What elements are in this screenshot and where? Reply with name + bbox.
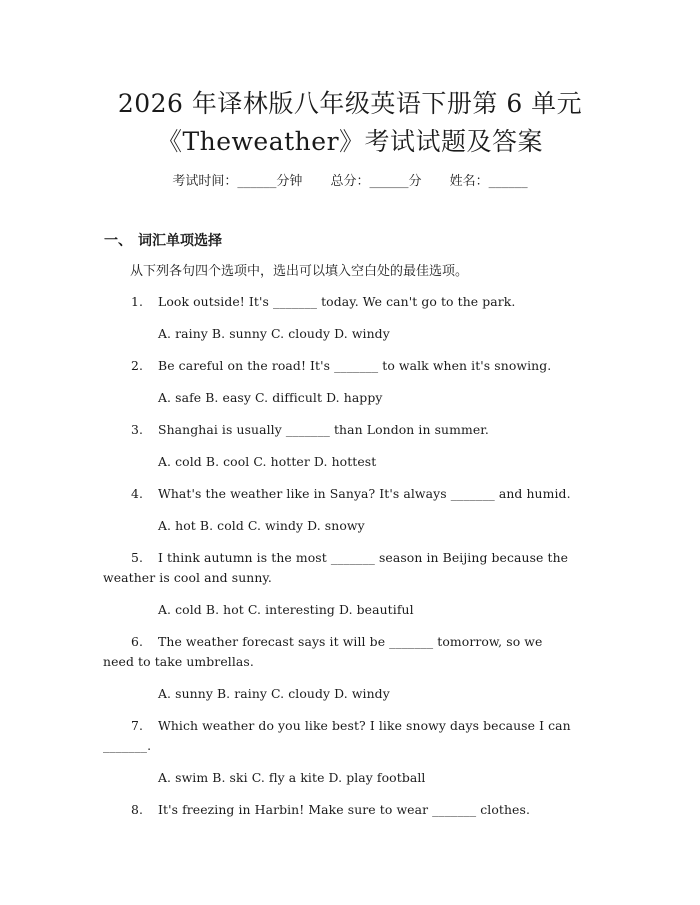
title-line-1: 2026 年译林版八年级英语下册第 6 单元 xyxy=(117,89,583,118)
question-text: Look outside! It's _______ today. We can't go to the park. xyxy=(158,294,516,309)
question-number: 4. xyxy=(131,486,144,501)
question-3-options: A. cold B. cool C. hotter D. hottest xyxy=(158,454,377,469)
student-name-field: 姓名：______ xyxy=(449,174,528,189)
question-4 xyxy=(131,486,571,501)
question-2-options: A. safe B. easy C. difficult D. happy xyxy=(158,390,383,405)
question-number: 8. xyxy=(131,802,144,817)
question-text: What's the weather like in Sanya? It's always _______ and humid. xyxy=(158,486,571,501)
question-number: 3. xyxy=(131,422,144,437)
question-2 xyxy=(131,358,551,373)
question-6-options: A. sunny B. rainy C. cloudy D. windy xyxy=(158,686,390,701)
question-number: 6. xyxy=(131,634,144,649)
title-line-2: 《Theweather》考试试题及答案 xyxy=(156,127,544,156)
question-7-continuation: _______. xyxy=(103,738,152,753)
exam-time-field: 考试时间：______分钟 xyxy=(172,174,303,189)
question-text: I think autumn is the most _______ season in Beijing because the xyxy=(158,550,569,565)
question-text: Be careful on the road! It's _______ to walk when it's snowing. xyxy=(158,358,552,373)
question-5-continuation: weather is cool and sunny. xyxy=(103,570,272,585)
section-instruction: 从下列各句四个选项中，选出可以填入空白处的最佳选项。 xyxy=(130,264,469,279)
question-1 xyxy=(131,294,515,309)
question-6-continuation: need to take umbrellas. xyxy=(103,654,254,669)
question-4-options: A. hot B. cold C. windy D. snowy xyxy=(158,518,365,533)
question-number: 2. xyxy=(131,358,144,373)
question-7 xyxy=(131,718,571,733)
question-8 xyxy=(131,802,530,817)
question-text: It's freezing in Harbin! Make sure to wear _______ clothes. xyxy=(158,802,530,817)
question-number: 5. xyxy=(131,550,144,565)
question-number: 7. xyxy=(131,718,144,733)
exam-meta xyxy=(0,170,700,189)
total-score-field: 总分：______分 xyxy=(330,174,422,189)
question-number: 1. xyxy=(131,294,144,309)
question-3 xyxy=(131,422,489,437)
question-5 xyxy=(131,550,568,565)
question-7-options: A. swim B. ski C. fly a kite D. play football xyxy=(158,770,426,785)
question-1-options: A. rainy B. sunny C. cloudy D. windy xyxy=(158,326,390,341)
question-6 xyxy=(131,634,542,649)
section-title: 词汇单项选择 xyxy=(138,233,222,249)
section-number: 一、 xyxy=(104,233,132,249)
question-text: Shanghai is usually _______ than London in summer. xyxy=(158,422,489,437)
question-5-options: A. cold B. hot C. interesting D. beautiful xyxy=(158,602,414,617)
section-heading xyxy=(104,230,222,250)
question-text: Which weather do you like best? I like snowy days because I can xyxy=(158,718,571,733)
question-text: The weather forecast says it will be _______ tomorrow, so we xyxy=(158,634,543,649)
